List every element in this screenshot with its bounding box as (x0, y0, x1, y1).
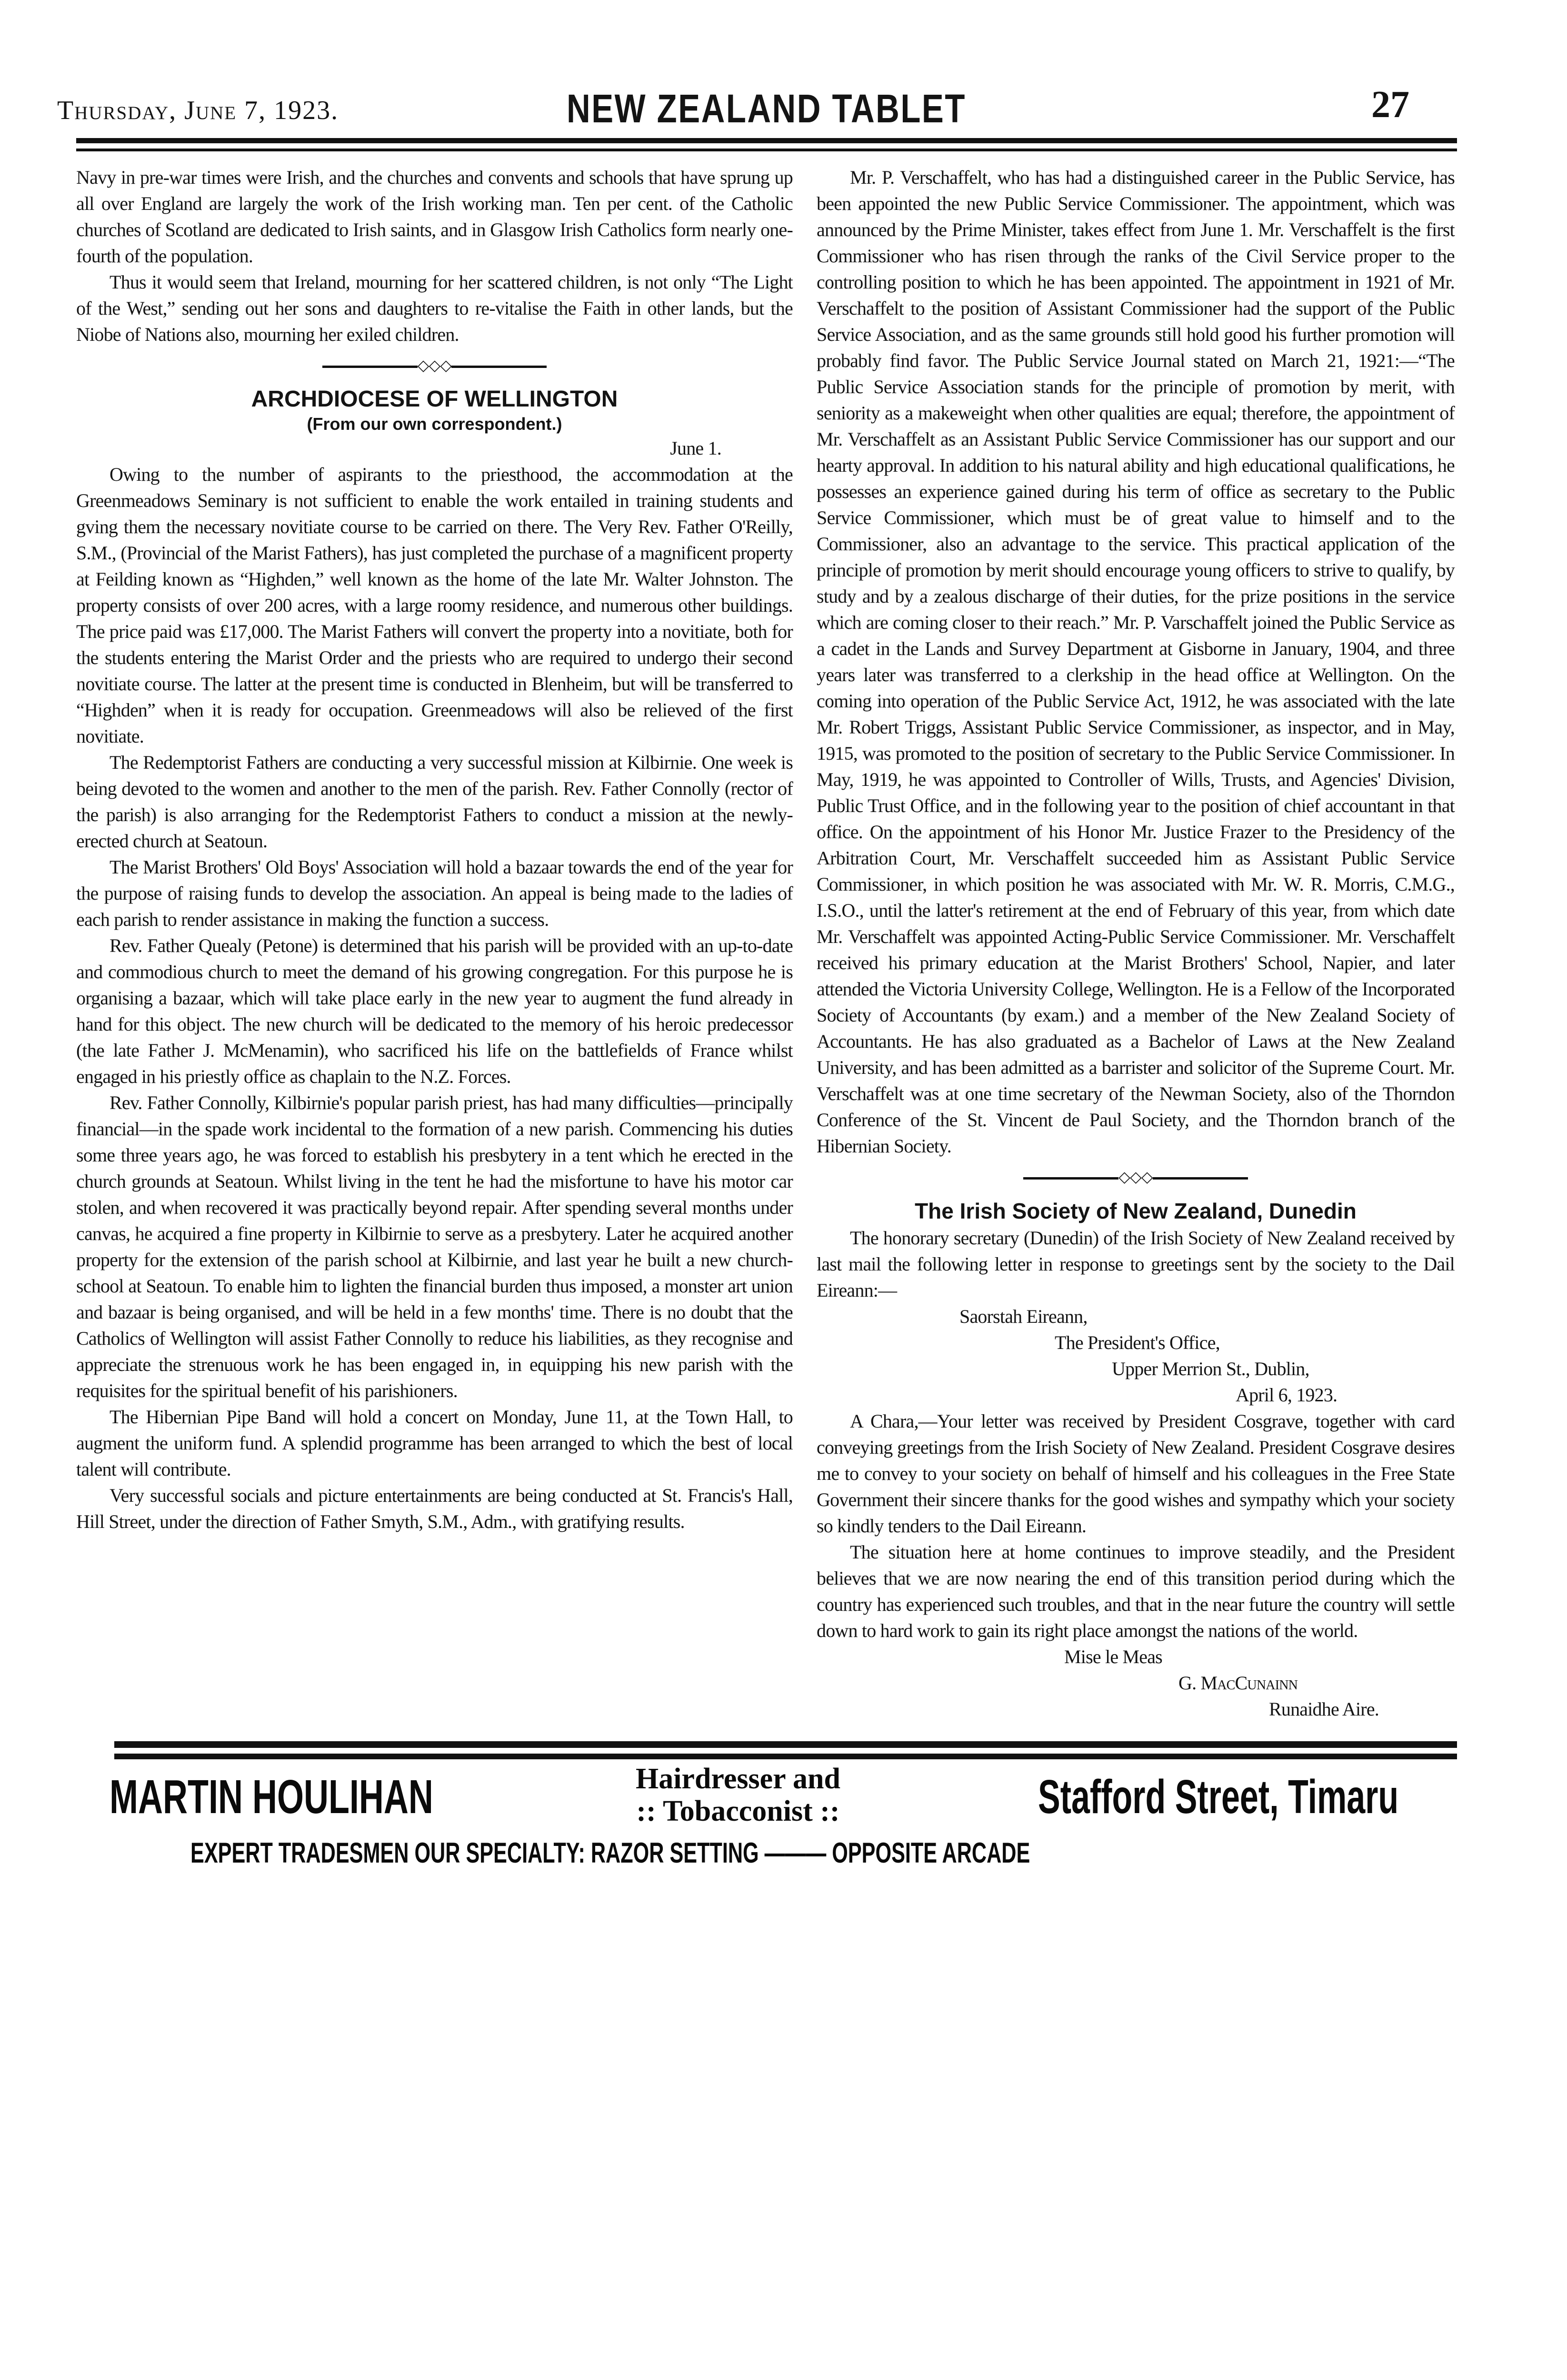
header-rule-top (76, 138, 1457, 143)
paragraph: The Redemptorist Fathers are conducting a very successful mission at Kilbirnie. One week is being devoted to the women and another to the men of the parish. Rev. Father Connolly (rector of the parish) is also arranging for the Redemptorist Fathers to conduct a mission at the newly-erected church at Seatoun. (76, 752, 793, 852)
left-column (76, 164, 793, 1535)
advertisement (0, 1741, 1567, 1884)
ad-address: Stafford Street, Timaru (1038, 1770, 1399, 1824)
ad-trade: Hairdresser and :: Tobacconist :: (635, 1763, 840, 1827)
letter-signature: G. MacCunainn (1178, 1672, 1298, 1694)
ad-rule-top (114, 1741, 1457, 1748)
article-heading: ARCHDIOCESE OF WELLINGTON (251, 387, 618, 412)
paragraph: Rev. Father Quealy (Petone) is determined that his parish will be provided with an up-to-date and commodious church to meet the demand of his growing congregation. For this purpose he is organising a bazaar, which will take place early in the new year to augment the fund already in hand for this object. The new church will be dedicated to the memory of his heroic predecessor (the late Father J. McMenamin), who sacrificed his life on the battlefields of France whilst engaged in his priestly office as chaplain to the N.Z. Forces. (76, 935, 793, 1087)
letter-address-line: Saorstah Eireann, (959, 1306, 1088, 1327)
paragraph: Owing to the number of aspirants to the priesthood, the accommodation at the Greenmeadows Seminary is not sufficient to enable the work entailed in training students and gving them the necessary novitiate course to be carried on there. The Very Rev. Father O'Reilly, S.M., (Provincial of the Marist Fathers), has just completed the purchase of a magnificent property at Feilding known as “Highden,” well known as the home of the late Mr. Walter Johnston. The property consists of over 200 acres, with a large roomy residence, and numerous other buildings. The price paid was £17,000. The Marist Fathers will convert the property into a novitiate, both for the students entering the Marist Order and the priests who are required to undergo their second novitiate course. The latter at the present time is conducted in Blenheim, but will be transferred to “Highden” when it is ready for occupation. Greenmeadows will also be relieved of the first novitiate. (76, 464, 793, 747)
paragraph: Very successful socials and picture entertainments are being conducted at St. Francis's Hall, Hill Street, under the direction of Father Smyth, S.M., Adm., with gratifying results. (76, 1485, 793, 1532)
letter-date: April 6, 1923. (1236, 1384, 1337, 1406)
page-header (0, 0, 1567, 164)
issue-date: Thursday, June 7, 1923. (57, 96, 339, 125)
article-dateline: June 1. (670, 437, 721, 459)
letter-signoff: Mise le Meas (1064, 1646, 1162, 1667)
section-divider: ◇◇◇ (817, 1168, 1455, 1186)
paragraph: Rev. Father Connolly, Kilbirnie's popular parish priest, has had many difficulties—principally financial—in the spade work incidental to the formation of a new parish. Commencing his duties some three years ago, he was forced to establish his presbytery in a tent which he erected in the church grounds at Seatoun. Whilst living in the tent he had the misfortune to have his motor car stolen, and when recovered it was practically beyond repair. After spending several months under canvas, he acquired a fine property in Kilbirnie to serve as a presbytery. Later he acquired another property for the extension of the parish school at Kilbirnie, and last year he built a new church-school at Seatoun. To enable him to lighten the financial burden thus imposed, a monster art union and bazaar is being organised, and will be held in a few months' time. There is no doubt that the Catholics of Wellington will assist Father Connolly to reduce his liabilities, as they recognise and appreciate the strenuous work he has been engaged in, in equipping his new parish with the requisites for the spiritual benefit of his parishioners. (76, 1092, 793, 1401)
ad-business-name: MARTIN HOULIHAN (110, 1770, 433, 1824)
paragraph: The Hibernian Pipe Band will hold a concert on Monday, June 11, at the Town Hall, to augment the uniform fund. A splendid programme has been arranged to which the best of local talent will contribute. (76, 1406, 793, 1480)
masthead-title: NEW ZEALAND TABLET (567, 86, 966, 131)
paragraph: The Marist Brothers' Old Boys' Association will hold a bazaar towards the end of the year for the purpose of raising funds to develop the association. An appeal is being made to the ladies of each parish to render assistance in making the function a success. (76, 856, 793, 930)
columns (0, 164, 1567, 1722)
ad-rule-bottom (114, 1754, 1457, 1759)
paragraph: A Chara,—Your letter was received by President Cosgrave, together with card conveying greetings from the Irish Society of New Zealand. President Cosgrave desires me to convey to your society on behalf of himself and his colleagues in the Free State Government their sincere thanks for the good wishes and sympathy which your society so kindly tenders to the Dail Eireann. (817, 1410, 1455, 1537)
continued-paragraph: Navy in pre-war times were Irish, and the churches and convents and schools that have sprung up all over England are largely the work of the Irish working man. Ten per cent. of the Catholic churches of Scotland are dedicated to Irish saints, and in Glasgow Irish Catholics form nearly one-fourth of the population. (76, 167, 793, 267)
header-rule-bottom (76, 149, 1457, 151)
section-divider: ◇◇◇ (76, 356, 793, 374)
article-byline: (From our own correspondent.) (307, 414, 562, 434)
right-column (817, 164, 1455, 1722)
letter-title: Runaidhe Aire. (1269, 1698, 1379, 1720)
ad-tagline: EXPERT TRADESMEN OUR SPECIALTY: RAZOR SETTING ——— OPPOSITE ARCADE (190, 1837, 1030, 1869)
verschaffelt-article: Mr. P. Verschaffelt, who has had a distinguished career in the Public Service, has been appointed the new Public Service Commissioner. The appointment, which was announced by the Prime Minister, takes effect from June 1. Mr. Verschaffelt is the first Commissioner who has risen through the ranks of the Civil Service proper to the controlling position to which he has been appointed. The appointment in 1921 of Mr. Verschaffelt to the position of Assistant Commissioner had the support of the Public Service Association, and as the same grounds still hold good his further promotion will probably find favor. The Public Service Journal stated on March 21, 1921:—“The Public Service Association stands for the principle of promotion by merit, with seniority as a makeweight when other qualities are equal; therefore, the appointment of Mr. Verschaffelt as an Assistant Public Service Commissioner has our support and our hearty approval. In addition to his natural ability and high educational qualifications, he possesses an experience gained during his term of office as secretary to the Public Service Commissioner, which must be of great value to himself and to the Commissioner, also an advantage to the service. This practical application of the principle of promotion by merit should encourage young officers to strive to qualify, by study and by a zealous discharge of their duties, for the prize positions in the service which are coming closer to their reach.” Mr. P. Varschaffelt joined the Public Service as a cadet in the Lands and Survey Department at Gisborne in January, 1904, and three years later was transferred to a clerkship in the head office at Wellington. On the coming into operation of the Public Service Act, 1912, he was associated with the late Mr. Robert Triggs, Assistant Public Service Commissioner, as inspector, and in May, 1915, was promoted to the position of secretary to the Public Service Commissioner. In May, 1919, he was appointed to Controller of Wills, Trusts, and Agencies' Division, Public Trust Office, and in the following year to the position of chief accountant in that office. On the appointment of his Honor Mr. Justice Frazer to the Presidency of the Arbitration Court, Mr. Verschaffelt succeeded him as Assistant Public Service Commissioner, in which position he was associated with Mr. W. R. Morris, C.M.G., I.S.O., until the latter's retirement at the end of February of this year, from which date Mr. Verschaffelt was appointed Acting-Public Service Commissioner. Mr. Verschaffelt received his primary education at the Marist Brothers' School, Napier, and later attended the Victoria University College, Wellington. He is a Fellow of the Incorporated Society of Accountants (by exam.) and a member of the New Zealand Society of Accountants. He has also graduated as a Bachelor of Laws at the New Zealand University, and has been admitted as a barrister and solicitor of the Supreme Court. Mr. Verschaffelt was at one time secretary of the Newman Society, also of the Thorndon Conference of the St. Vincent de Paul Society, and the Thorndon branch of the Hibernian Society. (817, 167, 1455, 1157)
paragraph: The honorary secretary (Dunedin) of the Irish Society of New Zealand received by last mail the following letter in response to greetings sent by the society to the Dail Eireann:— (817, 1227, 1455, 1301)
paragraph: The situation here at home continues to improve steadily, and the President believes that we are now nearing the end of this transition period during which the country has experienced such troubles, and that in the near future the country will settle down to hard work to gain its right place amongst the nations of the world. (817, 1541, 1455, 1641)
page-number: 27 (1371, 84, 1409, 126)
letter-address-line: Upper Merrion St., Dublin, (1112, 1358, 1309, 1379)
paragraph: Thus it would seem that Ireland, mourning for her scattered children, is not only “The Light of the West,” sending out her sons and daughters to re-vitalise the Faith in other lands, but the Niobe of Nations also, mourning her exiled children. (76, 271, 793, 345)
letter-address-line: The President's Office, (1055, 1332, 1220, 1353)
article-heading: The Irish Society of New Zealand, Dunedin (915, 1199, 1357, 1223)
